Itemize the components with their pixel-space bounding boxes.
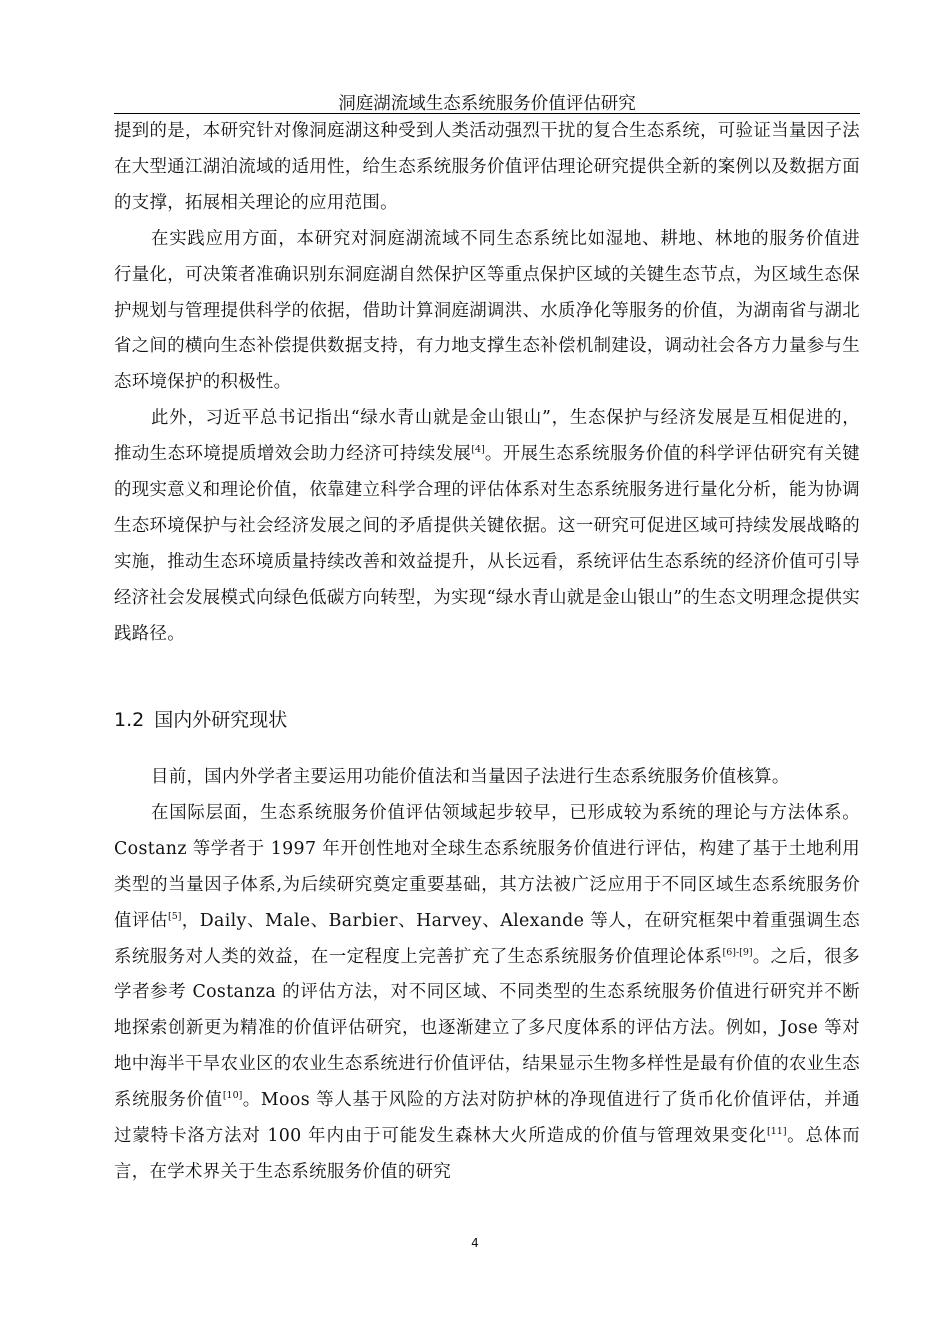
text-run: 在国际层面，生态系统服务价值评估领域起步较早，已形成较为系统的理论与方法体系。Costanz 等学者于 1997 年开创性地对全球生态系统服务价值进行评估，构建了基于土地利用类型的当量因子体系,为后续研究奠定重要基础，其方法被广泛应用于不同区域生态系统服务价值评估 [114,802,860,931]
citation-ref: [6]-[9] [722,946,753,958]
section-number: 1.2 [114,709,145,731]
paragraph [114,401,860,652]
running-header: 洞庭湖流域生态系统服务价值评估研究 [338,94,636,114]
text-run: 。总体而言，在学术界关于生态系统服务价值的研究 [114,1126,860,1182]
citation-ref: [5] [167,910,182,922]
text-run: 在实践应用方面，本研究对洞庭湖流域不同生态系统比如湿地、耕地、林地的服务价值进行量化，可决策者准确识别东洞庭湖自然保护区等重点保护区域的关键生态节点，为区域生态保护规划与管理提供科学的依据，借助计算洞庭湖调洪、水质净化等服务的价值，为湖南省与湖北省之间的横向生态补偿提供数据支持，有力地支撑生态补偿机制建设，调动社会各方力量参与生态环境保护的积极性。 [114,228,860,393]
text-run: 。开展生态系统服务价值的科学评估研究有关键的现实意义和理论价值，依靠建立科学合理的评估体系对生态系统服务进行量化分析，能为协调生态环境保护与社会经济发展之间的矛盾提供关键依据。这一研究可促进区域可持续发展战略的实施，推动生态环境质量持续改善和效益提升，从长远看，系统评估生态系统的经济价值可引导经济社会发展模式向绿色低碳方向转型，为实现“绿水青山就是金山银山”的生态文明理念提供实践路径。 [114,444,860,644]
paragraph [114,760,860,796]
body-text-bottom [114,760,860,1191]
section-heading [114,708,287,732]
text-run: 。Moos 等人基于风险的方法对防护林的净现值进行了货币化价值评估，并通过蒙特卡洛方法对 100 年内由于可能发生森林大火所造成的价值与管理效果变化 [114,1090,860,1147]
text-run: 目前，国内外学者主要运用功能价值法和当量因子法进行生态系统服务价值核算。 [151,767,790,787]
page-number: 4 [471,1236,479,1250]
text-run: 此外，习近平总书记指出“绿水青山就是金山银山”，生态保护与经济发展是互相促进的，推动生态环境提质增效会助力经济可持续发展 [114,408,860,465]
section-title: 国内外研究现状 [154,709,288,731]
text-run: ，Daily、Male、Barbier、Harvey、Alexande 等人，在研究框架中着重强调生态系统服务对人类的效益，在一定程度上完善扩充了生态系统服务价值理论体系 [114,910,860,967]
paragraph [114,222,860,402]
body-text-top [114,114,860,653]
paragraph [114,796,860,1191]
citation-ref: [11] [767,1126,787,1138]
citation-ref: [10] [222,1090,243,1102]
citation-ref: [4] [471,444,485,456]
paragraph [114,114,860,222]
text-run: 。之后，很多学者参考 Costanza 的评估方法，对不同区域、不同类型的生态系统服务价值进行研究并不断地探索创新更为精准的价值评估研究，也逐渐建立了多尺度体系的评估方法。例如，Jose 等对地中海半干旱农业区的农业生态系统进行价值评估，结果显示生物多样性是最有价值的农业生态系统服务价值 [114,946,860,1111]
text-run: 提到的是，本研究针对像洞庭湖这种受到人类活动强烈干扰的复合生态系统，可验证当量因子法在大型通江湖泊流域的适用性，给生态系统服务价值评估理论研究提供全新的案例以及数据方面的支撑，拓展相关理论的应用范围。 [114,121,860,213]
